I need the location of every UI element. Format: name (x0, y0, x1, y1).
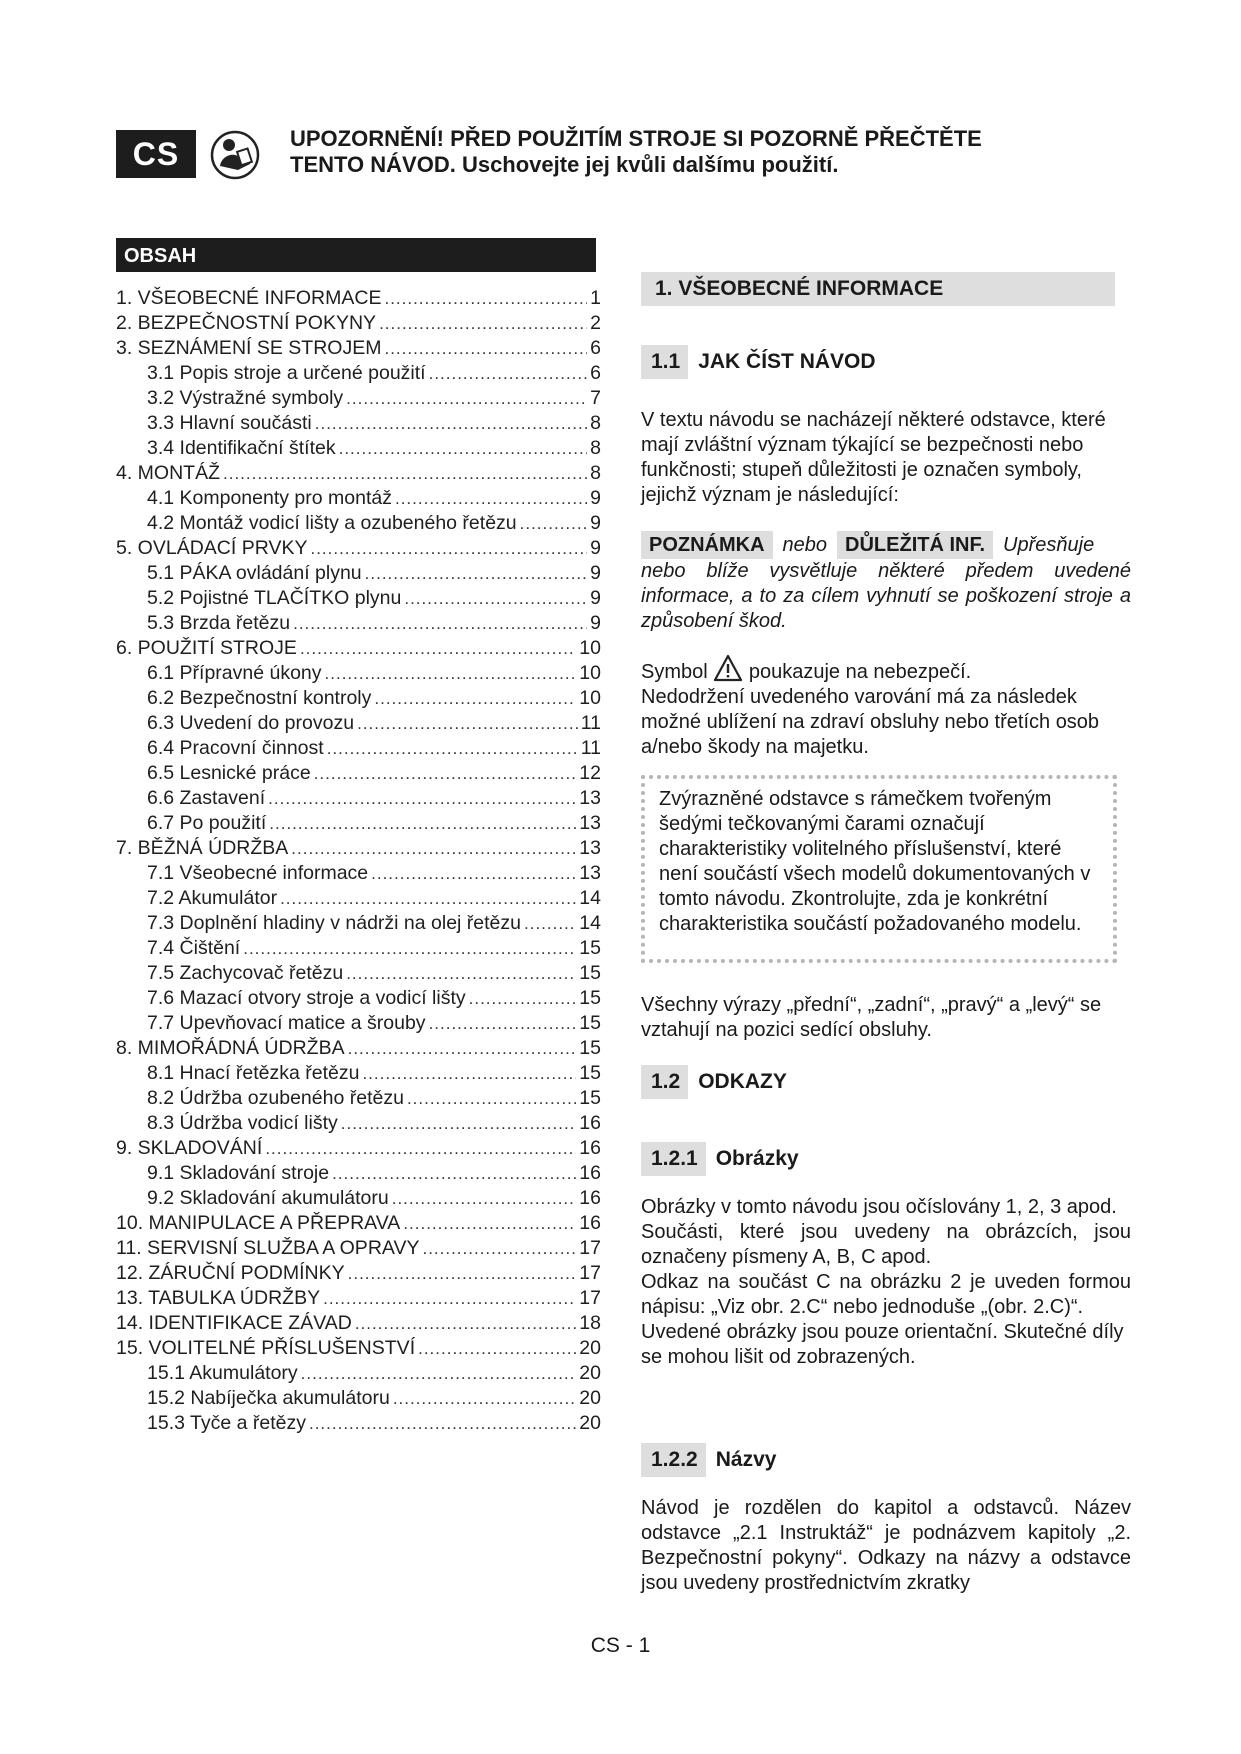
note-paragraph (641, 531, 1131, 634)
toc-entry-page: 17 (579, 1237, 601, 1259)
toc-leader-dots (268, 789, 576, 809)
toc-entry[interactable] (116, 1137, 601, 1162)
toc-entry-page: 15 (579, 937, 601, 959)
toc-entry-title: 11. SERVISNÍ SLUŽBA A OPRAVY (116, 1237, 420, 1259)
toc-leader-dots (315, 414, 587, 434)
toc-entry[interactable] (116, 1112, 601, 1137)
toc-entry-page: 15 (579, 1062, 601, 1084)
names-paragraph: Návod je rozdělen do kapitol a odstavců. Název odstavce „2.1 Instruktáž“ je podnázvem kapitoly „2. Bezpečnostní pokyny“. Odkazy na názvy a odstavce jsou uvedeny prostřednictvím zkratky (641, 1497, 1131, 1594)
toc-leader-dots (309, 1414, 576, 1434)
toc-entry-title: 6.3 Uvedení do provozu (147, 712, 355, 734)
toc-entry[interactable] (116, 1262, 601, 1287)
toc-leader-dots (243, 939, 576, 959)
toc-entry-title: 5.2 Pojistné TLAČÍTKO plynu (147, 587, 402, 609)
paragraph-how-to-read: V textu návodu se nacházejí některé odstavce, které mají zvláštní význam týkající se bezpečnosti nebo funkčnosti; stupeň důležitosti je označen symboly, jejichž význam je následující: (641, 409, 1106, 506)
language-badge (116, 130, 196, 178)
toc-entry-page: 12 (579, 762, 601, 784)
toc-entry-title: 7.7 Upevňovací matice a šrouby (147, 1012, 426, 1034)
toc-entry-page: 13 (579, 787, 601, 809)
toc-entry-page: 17 (579, 1262, 601, 1284)
symbol-prefix: Symbol (641, 661, 708, 683)
toc-entry[interactable] (116, 762, 601, 787)
toc-entry-title: 4. MONTÁŽ (116, 462, 221, 484)
toc-entry-page: 6 (590, 337, 601, 359)
toc-leader-dots (429, 1014, 577, 1034)
toc-leader-dots (393, 1389, 576, 1409)
toc-entry[interactable] (116, 1037, 601, 1062)
section-1-title: 1. VŠEOBECNÉ INFORMACE (641, 272, 1115, 306)
optional-feature-box (641, 775, 1117, 963)
toc-entry-page: 7 (590, 387, 601, 409)
toc-entry-title: 6.6 Zastavení (147, 787, 266, 809)
toc-entry[interactable] (116, 912, 601, 937)
toc-entry-page: 16 (579, 1112, 601, 1134)
toc-entry-title: 7.2 Akumulátor (147, 887, 278, 909)
toc-entry-title: 1. VŠEOBECNÉ INFORMACE (116, 287, 382, 309)
toc-entry-title: 3. SEZNÁMENÍ SE STROJEM (116, 337, 382, 359)
important-tag: DŮLEŽITÁ INF. (837, 531, 993, 559)
toc-entry-page: 20 (579, 1387, 601, 1409)
toc-entry[interactable] (116, 1237, 601, 1262)
toc-entry-page: 2 (590, 312, 601, 334)
toc-entry[interactable] (116, 1312, 601, 1337)
toc-entry-page: 13 (579, 837, 601, 859)
toc-leader-dots (418, 1339, 576, 1359)
section-1-heading (641, 272, 1115, 306)
toc-entry-page: 8 (590, 412, 601, 434)
table-of-contents (116, 287, 601, 1437)
toc-entry-title: 7.6 Mazací otvory stroje a vodicí lišty (147, 987, 466, 1009)
toc-entry-title: 5.3 Brzda řetězu (147, 612, 291, 634)
warning-header (290, 126, 1050, 178)
orientation-paragraph: Všechny výrazy „přední“, „zadní“, „pravý“ a „levý“ se vztahují na pozici sedící obsluhy. (641, 994, 1102, 1041)
toc-entry-page: 13 (579, 862, 601, 884)
toc-entry-page: 10 (579, 662, 601, 684)
toc-entry-title: 15.2 Nabíječka akumulátoru (147, 1387, 390, 1409)
toc-entry-page: 20 (579, 1337, 601, 1359)
toc-leader-dots (332, 1164, 576, 1184)
page-number: CS - 1 (590, 1634, 651, 1657)
toc-leader-dots (314, 764, 577, 784)
toc-entry-page: 9 (590, 587, 601, 609)
toc-entry[interactable] (116, 1387, 601, 1412)
toc-entry-title: 9.1 Skladování stroje (147, 1162, 330, 1184)
section-title: Názvy (715, 1448, 777, 1471)
toc-entry[interactable] (116, 862, 601, 887)
toc-entry-page: 16 (579, 1137, 601, 1159)
toc-entry-title: 5. OVLÁDACÍ PRVKY (116, 537, 308, 559)
toc-entry[interactable] (116, 437, 601, 462)
figures-text-2: Součásti, které jsou uvedeny na obrázcích, jsou označeny písmeny A, B, C apod. (641, 1221, 1131, 1268)
optional-box-text: Zvýrazněné odstavce s rámečkem tvořeným šedými tečkovanými čarami označují charakteristiky volitelného příslušenství, které není součástí všech modelů dokumentovaných v tomto návodu. Zkontrolujte, zda je konkrétní charakteristika součástí požadovaného modelu. (659, 788, 1091, 935)
toc-entry-page: 9 (590, 537, 601, 559)
toc-entry-page: 9 (590, 562, 601, 584)
toc-entry-title: 7.5 Zachycovač řetězu (147, 962, 344, 984)
section-1-2-heading (641, 1065, 787, 1099)
toc-entry[interactable] (116, 687, 601, 712)
warning-triangle-icon (713, 654, 743, 682)
section-number: 1.2 (641, 1065, 688, 1099)
section-title: JAK ČÍST NÁVOD (698, 350, 876, 373)
toc-entry[interactable] (116, 837, 601, 862)
toc-leader-dots (365, 564, 587, 584)
toc-entry-page: 17 (579, 1287, 601, 1309)
toc-leader-dots (379, 314, 587, 334)
toc-entry[interactable] (116, 287, 601, 312)
figures-text-1: Obrázky v tomto návodu jsou očíslovány 1, 2, 3 apod. (641, 1196, 1117, 1218)
toc-entry[interactable] (116, 812, 601, 837)
toc-entry[interactable] (116, 562, 601, 587)
toc-entry[interactable] (116, 1212, 601, 1237)
toc-entry[interactable] (116, 587, 601, 612)
toc-leader-dots (325, 664, 577, 684)
toc-entry-title: 3.3 Hlavní součásti (147, 412, 312, 434)
toc-leader-dots (291, 839, 576, 859)
toc-leader-dots (384, 289, 587, 309)
toc-entry-title: 3.2 Výstražné symboly (147, 387, 344, 409)
toc-entry-title: 14. IDENTIFIKACE ZÁVAD (116, 1312, 352, 1334)
toc-entry-page: 9 (590, 612, 601, 634)
toc-leader-dots (404, 589, 587, 609)
toc-entry-page: 16 (579, 1187, 601, 1209)
toc-entry-title: 15.1 Akumulátory (147, 1362, 298, 1384)
toc-leader-dots (374, 689, 576, 709)
read-manual-icon (210, 130, 260, 180)
figures-text-3: Odkaz na součást C na obrázku 2 je uveden formou nápisu: „Viz obr. 2.C“ nebo jednoduše „(obr. 2.C)“. (641, 1271, 1131, 1318)
toc-leader-dots (310, 539, 587, 559)
toc-entry-title: 8. MIMOŘÁDNÁ ÚDRŽBA (116, 1037, 345, 1059)
toc-leader-dots (355, 1314, 576, 1334)
toc-entry-title: 8.3 Údržba vodicí lišty (147, 1112, 338, 1134)
toc-leader-dots (346, 964, 576, 984)
section-title: ODKAZY (698, 1070, 787, 1093)
figures-paragraph (641, 1195, 1131, 1370)
toc-entry[interactable] (116, 362, 601, 387)
toc-entry-title: 13. TABULKA ÚDRŽBY (116, 1287, 321, 1309)
toc-leader-dots (348, 1039, 577, 1059)
toc-entry[interactable] (116, 337, 601, 362)
toc-entry[interactable] (116, 937, 601, 962)
toc-entry[interactable] (116, 1187, 601, 1212)
toc-entry-page: 9 (590, 487, 601, 509)
toc-entry[interactable] (116, 637, 601, 662)
toc-leader-dots (407, 1089, 576, 1109)
symbol-suffix: poukazuje na nebezpečí. (748, 661, 972, 683)
toc-leader-dots (223, 464, 587, 484)
toc-leader-dots (357, 714, 578, 734)
toc-entry-page: 16 (579, 1162, 601, 1184)
symbol-text: Nedodržení uvedeného varování má za následek možné ublížení na zdraví obsluhy nebo třetích osob a/nebo škody na majetku. (641, 686, 1100, 758)
toc-entry-title: 8.2 Údržba ozubeného řetězu (147, 1087, 404, 1109)
toc-entry-page: 15 (579, 1087, 601, 1109)
toc-entry-title: 7.3 Doplnění hladiny v nádrži na olej řetězu (147, 912, 521, 934)
toc-leader-dots (429, 364, 588, 384)
toc-entry-title: 9.2 Skladování akumulátoru (147, 1187, 389, 1209)
toc-entry-title: 8.1 Hnací řetězka řetězu (147, 1062, 360, 1084)
toc-entry-title: 10. MANIPULACE A PŘEPRAVA (116, 1212, 401, 1234)
toc-entry-page: 10 (579, 687, 601, 709)
toc-leader-dots (384, 339, 587, 359)
toc-entry-title: 6.7 Po použití (147, 812, 267, 834)
toc-entry[interactable] (116, 737, 601, 762)
toc-entry[interactable] (116, 1062, 601, 1087)
toc-leader-dots (323, 1289, 576, 1309)
toc-entry[interactable] (116, 962, 601, 987)
warning-line-1: UPOZORNĚNÍ! PŘED POUŽITÍM STROJE SI POZORNĚ PŘEČTĚTE (290, 126, 982, 151)
toc-entry-page: 11 (580, 737, 601, 759)
toc-entry[interactable] (116, 462, 601, 487)
toc-entry[interactable] (116, 712, 601, 737)
toc-leader-dots (395, 489, 587, 509)
note-text-first: Upřesňuje (1003, 533, 1095, 556)
language-code: CS (132, 135, 180, 172)
toc-entry-title: 15. VOLITELNÉ PŘÍSLUŠENSTVÍ (116, 1337, 416, 1359)
note-tag: POZNÁMKA (641, 531, 773, 559)
toc-entry-page: 10 (579, 637, 601, 659)
toc-entry[interactable] (116, 987, 601, 1012)
toc-entry-page: 14 (579, 912, 601, 934)
toc-entry[interactable] (116, 487, 601, 512)
toc-leader-dots (469, 989, 577, 1009)
toc-entry-page: 15 (579, 1012, 601, 1034)
toc-leader-dots (422, 1239, 576, 1259)
toc-entry[interactable] (116, 1087, 601, 1112)
symbol-paragraph (641, 654, 1131, 760)
note-or: nebo (782, 533, 828, 556)
toc-entry-page: 1 (590, 287, 601, 309)
toc-entry[interactable] (116, 1012, 601, 1037)
warning-line-2: TENTO NÁVOD. Uschovejte jej kvůli dalšímu použití. (290, 152, 839, 177)
toc-entry-title: 4.2 Montáž vodicí lišty a ozubeného řetězu (147, 512, 517, 534)
toc-entry-title: 6.4 Pracovní činnost (147, 737, 324, 759)
toc-leader-dots (346, 389, 587, 409)
toc-leader-dots (520, 514, 588, 534)
toc-entry[interactable] (116, 537, 601, 562)
toc-entry-title: 15.3 Tyče a řetězy (147, 1412, 306, 1434)
section-1-2-1-heading (641, 1142, 799, 1176)
toc-leader-dots (348, 1264, 577, 1284)
toc-entry-page: 15 (579, 1037, 601, 1059)
toc-leader-dots (341, 1114, 577, 1134)
toc-entry-title: 2. BEZPEČNOSTNÍ POKYNY (116, 312, 377, 334)
note-text: nebo blíže vysvětluje některé předem uvedené informace, a to za cílem vyhnutí se poškození stroje a způsobení škod. (641, 560, 1131, 632)
toc-entry[interactable] (116, 1362, 601, 1387)
toc-leader-dots (403, 1214, 576, 1234)
toc-leader-dots (269, 814, 576, 834)
toc-entry-page: 16 (579, 1212, 601, 1234)
toc-heading: OBSAH (116, 238, 596, 272)
toc-entry-page: 18 (579, 1312, 601, 1334)
section-1-1-heading (641, 345, 876, 379)
toc-leader-dots (339, 439, 588, 459)
toc-entry[interactable] (116, 512, 601, 537)
section-number: 1.1 (641, 345, 688, 379)
toc-entry-title: 6.1 Přípravné úkony (147, 662, 322, 684)
toc-entry-page: 8 (590, 462, 601, 484)
section-1-2-2-heading (641, 1443, 776, 1477)
toc-entry-page: 20 (579, 1412, 601, 1434)
toc-leader-dots (280, 889, 576, 909)
toc-entry[interactable] (116, 312, 601, 337)
toc-entry[interactable] (116, 662, 601, 687)
toc-entry-title: 6.5 Lesnické práce (147, 762, 311, 784)
toc-leader-dots (327, 739, 578, 759)
section-number: 1.2.2 (641, 1443, 706, 1477)
toc-entry-title: 6.2 Bezpečnostní kontroly (147, 687, 372, 709)
toc-entry-title: 7.1 Všeobecné informace (147, 862, 369, 884)
toc-entry-page: 13 (579, 812, 601, 834)
toc-entry-page: 14 (579, 887, 601, 909)
toc-entry-page: 6 (590, 362, 601, 384)
figures-text-4: Uvedené obrázky jsou pouze orientační. Skutečné díly se mohou lišit od zobrazených. (641, 1321, 1124, 1368)
toc-entry[interactable] (116, 1337, 601, 1362)
toc-entry-title: 4.1 Komponenty pro montáž (147, 487, 392, 509)
toc-entry-title: 12. ZÁRUČNÍ PODMÍNKY (116, 1262, 345, 1284)
toc-entry[interactable] (116, 887, 601, 912)
toc-leader-dots (300, 639, 576, 659)
toc-entry-page: 15 (579, 987, 601, 1009)
toc-entry-title: 3.1 Popis stroje a určené použití (147, 362, 426, 384)
toc-entry-title: 7.4 Čištění (147, 937, 241, 959)
toc-entry-page: 8 (590, 437, 601, 459)
toc-leader-dots (362, 1064, 576, 1084)
toc-entry[interactable] (116, 387, 601, 412)
toc-entry-page: 15 (579, 962, 601, 984)
toc-leader-dots (524, 914, 576, 934)
section-title: Obrázky (715, 1147, 799, 1170)
toc-leader-dots (293, 614, 587, 634)
toc-entry-page: 9 (590, 512, 601, 534)
toc-entry-title: 9. SKLADOVÁNÍ (116, 1137, 263, 1159)
toc-entry[interactable] (116, 1412, 601, 1437)
toc-leader-dots (392, 1189, 577, 1209)
toc-leader-dots (265, 1139, 576, 1159)
toc-entry[interactable] (116, 412, 601, 437)
toc-leader-dots (371, 864, 576, 884)
toc-entry-title: 6. POUŽITÍ STROJE (116, 637, 297, 659)
toc-entry[interactable] (116, 787, 601, 812)
toc-entry-title: 5.1 PÁKA ovládání plynu (147, 562, 362, 584)
toc-entry[interactable] (116, 1287, 601, 1312)
toc-entry-title: 3.4 Identifikační štítek (147, 437, 336, 459)
toc-entry-page: 20 (579, 1362, 601, 1384)
toc-entry[interactable] (116, 612, 601, 637)
section-number: 1.2.1 (641, 1142, 706, 1176)
toc-entry[interactable] (116, 1162, 601, 1187)
toc-entry-page: 11 (580, 712, 601, 734)
toc-entry-title: 7. BĚŽNÁ ÚDRŽBA (116, 837, 289, 859)
toc-leader-dots (301, 1364, 577, 1384)
